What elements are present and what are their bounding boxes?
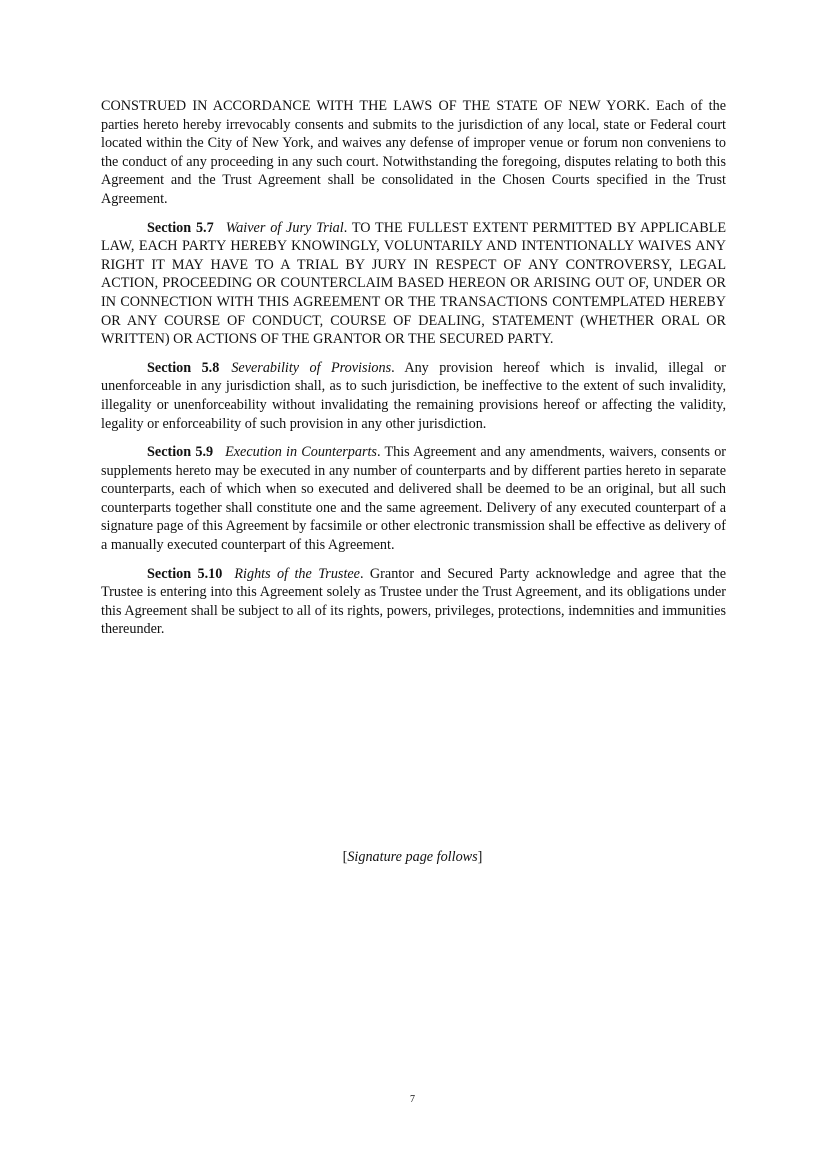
page-number: 7 <box>410 1094 415 1105</box>
section-5-10 <box>101 565 726 639</box>
signature-page-note <box>0 849 825 866</box>
section-5-9 <box>101 443 726 555</box>
section-number: Section 5.9 <box>147 444 214 461</box>
section-number: Section 5.10 <box>147 565 223 582</box>
bracket-close: ] <box>477 849 483 865</box>
section-number: Section 5.7 <box>147 219 214 236</box>
section-5-8 <box>101 359 726 433</box>
section-body: . TO THE FULLEST EXTENT PERMITTED BY APPLICABLE LAW, EACH PARTY HEREBY KNOWINGLY, VOLUNTARILY AND INTENTIONALLY WAIVES ANY RIGHT IT MAY HAVE TO A TRIAL BY JURY IN RESPECT OF ANY CONTROVERSY, LEGAL ACTION, PROCEEDING OR COUNTERCLAIM BASED HEREON OR ARISING OUT OF, UNDER OR IN CONNECTION WITH THIS AGREEMENT OR THE TRANSACTIONS CONTEMPLATED HEREBY OR ANY COURSE OF CONDUCT, COURSE OF DEALING, STATEMENT (WHETHER ORAL OR WRITTEN) OR ACTIONS OF THE GRANTOR OR THE SECURED PARTY. <box>101 219 726 348</box>
signature-note-text: Signature page follows <box>347 849 478 865</box>
section-body: . This Agreement and any amendments, waivers, consents or supplements hereto may be executed in any number of counterparts and by different parties hereto in separate counterparts, each of which when so executed and delivered shall be deemed to be an original, but all such counterparts together shall constitute one and the same agreement. Delivery of any executed counterpart of a signature page of this Agreement by facsimile or other electronic transmission shall be effective as delivery of a manually executed counterpart of this Agreement. <box>101 444 727 554</box>
section-5-7 <box>101 219 726 349</box>
section-body: . Grantor and Secured Party acknowledge and agree that the Trustee is entering into this Agreement solely as Trustee under the Trust Agreement, and its obligations under this Agreement shall be subject to all of its rights, powers, privileges, protections, indemnities and immunities thereunder. <box>101 565 727 638</box>
section-title: Waiver of Jury Trial <box>225 219 344 236</box>
section-title: Severability of Provisions <box>231 359 392 376</box>
section-title: Rights of the Trustee <box>234 565 360 582</box>
section-title: Execution in Counterparts <box>225 444 377 461</box>
bracket-open: [ <box>342 849 348 865</box>
intro-paragraph: CONSTRUED IN ACCORDANCE WITH THE LAWS OF THE STATE OF NEW YORK. Each of the parties hereto hereby irrevocably consents and submits to the jurisdiction of any local, state or Federal court located within the City of New York, and waives any defense of improper venue or forum non conveniens to the conduct of any proceeding in any such court. Notwithstanding the foregoing, disputes relating to both this Agreement and the Trust Agreement shall be consolidated in the Chosen Courts specified in the Trust Agreement. <box>101 98 726 207</box>
document-body <box>101 97 726 639</box>
section-body: . Any provision hereof which is invalid, illegal or unenforceable in any jurisdiction shall, as to such jurisdiction, be ineffective to the extent of such invalidity, illegality or unenforceability without invalidating the remaining provisions hereof or affecting the validity, legality or enforceability of such provision in any other jurisdiction. <box>101 359 726 432</box>
section-number: Section 5.8 <box>147 359 220 376</box>
